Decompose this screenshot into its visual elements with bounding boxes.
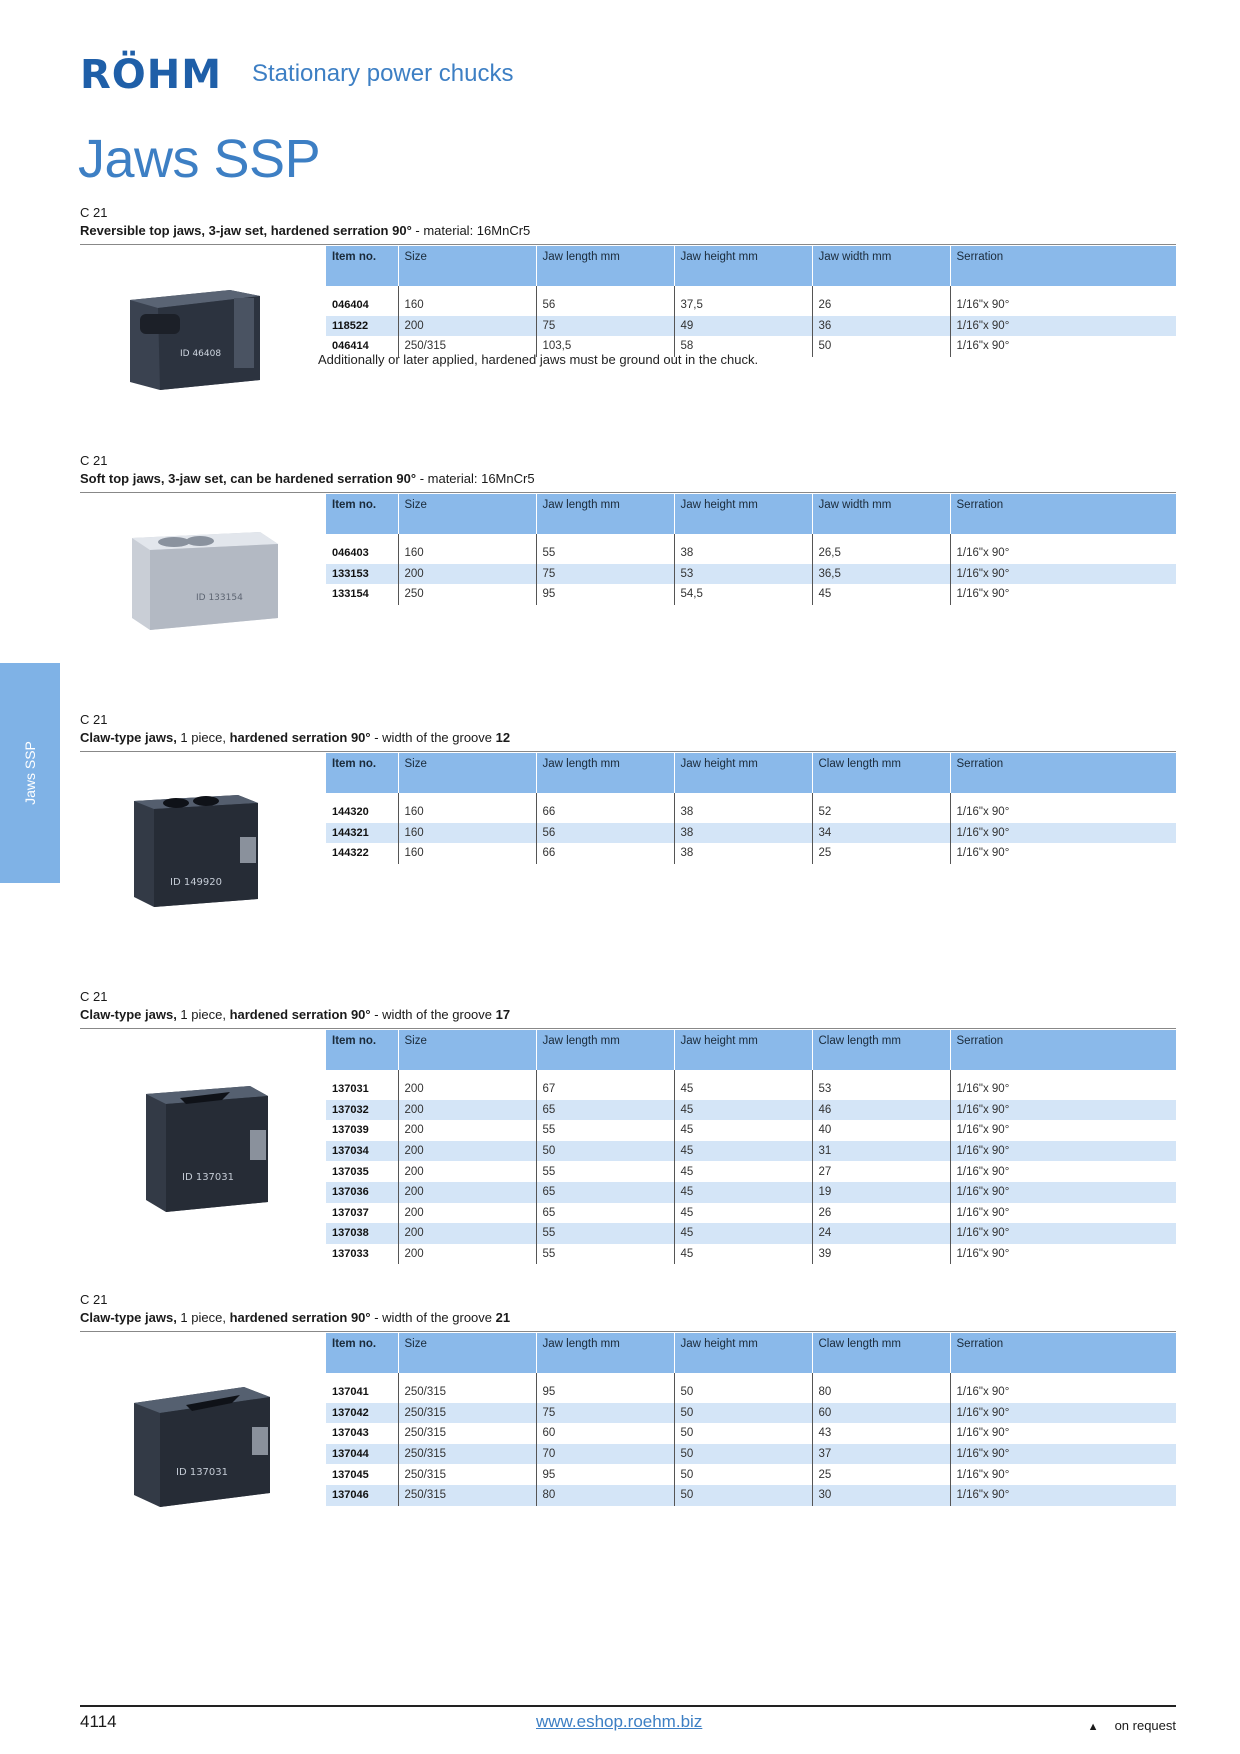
section-claw-jaws-groove-12: [80, 711, 1176, 888]
table-row: 137041 250/315 95 50 80 1/16"x 90°: [326, 1382, 1176, 1403]
table-row: 046403 160 55 38 26,5 1/16"x 90°: [326, 543, 1176, 564]
table-row: 137039 200 55 45 40 1/16"x 90°: [326, 1120, 1176, 1141]
section-code: C 21: [80, 1292, 108, 1307]
product-image-claw-jaw-12: [110, 781, 300, 911]
table-row: 133153 200 75 53 36,5 1/16"x 90°: [326, 564, 1176, 585]
table-row: 137044 250/315 70 50 37 1/16"x 90°: [326, 1444, 1176, 1465]
table-row: 046404 160 56 37,5 26 1/16"x 90°: [326, 295, 1176, 316]
table-row: 137033 200 55 45 39 1/16"x 90°: [326, 1244, 1176, 1265]
table-header-row: Item no. Size Jaw length mm Jaw height mm Claw length mm Serration: [326, 1333, 1176, 1373]
section-rule: [80, 244, 1176, 245]
section-claw-jaws-groove-17: [80, 988, 1176, 1261]
footer-rule: [80, 1705, 1176, 1707]
section-code: C 21: [80, 989, 108, 1004]
section-description: Claw-type jaws, 1 piece, hardened serration 90° - width of the groove 12: [80, 730, 511, 745]
spec-table-soft-jaws: [326, 494, 1176, 605]
product-image-claw-jaw-21: [110, 1369, 300, 1519]
eshop-link[interactable]: www.eshop.roehm.biz: [536, 1712, 703, 1731]
section-description: Soft top jaws, 3-jaw set, can be hardened serration 90° - material: 16MnCr5: [80, 471, 535, 486]
side-tab-jaws-ssp[interactable]: [0, 663, 60, 883]
table-row: 133154 250 95 54,5 45 1/16"x 90°: [326, 584, 1176, 605]
catalog-title: Stationary power chucks: [252, 60, 514, 87]
table-row: 137043 250/315 60 50 43 1/16"x 90°: [326, 1423, 1176, 1444]
table-row: 137037 200 65 45 26 1/16"x 90°: [326, 1203, 1176, 1224]
svg-text:ID 46408: ID 46408: [180, 349, 222, 359]
section-soft-top-jaws: [80, 452, 1176, 603]
section-rule: [80, 751, 1176, 752]
product-image-reversible-jaw: [110, 252, 300, 402]
product-image-claw-jaw-17: [110, 1070, 300, 1220]
table-row: 137046 250/315 80 50 30 1/16"x 90°: [326, 1485, 1176, 1506]
section-claw-jaws-groove-21: [80, 1291, 1176, 1502]
section-code: C 21: [80, 453, 108, 468]
roehm-logo: [80, 52, 223, 98]
table-row: 137038 200 55 45 24 1/16"x 90°: [326, 1223, 1176, 1244]
spec-table-claw-jaws-21: [326, 1333, 1176, 1506]
table-row: 137036 200 65 45 19 1/16"x 90°: [326, 1182, 1176, 1203]
section-code: C 21: [80, 205, 108, 220]
page-number: 4114: [80, 1712, 117, 1731]
table-row: 137042 250/315 75 50 60 1/16"x 90°: [326, 1403, 1176, 1424]
table-row: 137031 200 67 45 53 1/16"x 90°: [326, 1079, 1176, 1100]
table-row: 144322 160 66 38 25 1/16"x 90°: [326, 843, 1176, 864]
table-header-row: Item no. Size Jaw length mm Jaw height mm Jaw width mm Serration: [326, 494, 1176, 534]
svg-text:ID 133154: ID 133154: [196, 593, 243, 603]
section-reversible-top-jaws: [80, 204, 1176, 367]
table-row: 046414 250/315 103,5 58 50 1/16"x 90°: [326, 336, 1176, 357]
section-description: Claw-type jaws, 1 piece, hardened serration 90° - width of the groove 17: [80, 1007, 511, 1022]
page-title: Jaws SSP: [78, 129, 321, 189]
up-triangle-icon: ▲: [1087, 1721, 1099, 1733]
table-row: 118522 200 75 49 36 1/16"x 90°: [326, 316, 1176, 337]
svg-text:ID 149920: ID 149920: [170, 877, 223, 888]
section-description: Reversible top jaws, 3-jaw set, hardened serration 90° - material: 16MnCr5: [80, 223, 531, 238]
side-tab-label: Jaws SSP: [22, 741, 38, 805]
table-header-row: Item no. Size Jaw length mm Jaw height mm Jaw width mm Serration: [326, 246, 1176, 286]
svg-text:ID 137031: ID 137031: [176, 1467, 229, 1478]
table-header-row: Item no. Size Jaw length mm Jaw height mm Claw length mm Serration: [326, 1030, 1176, 1070]
table-row: 137035 200 55 45 27 1/16"x 90°: [326, 1161, 1176, 1182]
table-row: 137045 250/315 95 50 25 1/16"x 90°: [326, 1464, 1176, 1485]
table-header-row: Item no. Size Jaw length mm Jaw height mm Claw length mm Serration: [326, 753, 1176, 793]
spec-table-claw-jaws-17: [326, 1030, 1176, 1264]
section-code: C 21: [80, 712, 108, 727]
section-rule: [80, 1331, 1176, 1332]
logo-text: RÖHM: [80, 52, 223, 98]
table-row: 144321 160 56 38 34 1/16"x 90°: [326, 823, 1176, 844]
svg-text:ID 137031: ID 137031: [182, 1172, 235, 1183]
footer-legend: [1088, 1718, 1176, 1733]
table-row: 137032 200 65 45 46 1/16"x 90°: [326, 1100, 1176, 1121]
product-image-soft-jaw: [110, 526, 300, 636]
spec-table-reversible-jaws: [326, 246, 1176, 357]
section-description: Claw-type jaws, 1 piece, hardened serration 90° - width of the groove 21: [80, 1310, 511, 1325]
section-rule: [80, 1028, 1176, 1029]
spec-table-claw-jaws-12: [326, 753, 1176, 864]
table-row: 144320 160 66 38 52 1/16"x 90°: [326, 802, 1176, 823]
section-rule: [80, 492, 1176, 493]
table-row: 137034 200 50 45 31 1/16"x 90°: [326, 1141, 1176, 1162]
legend-text: on request: [1114, 1718, 1176, 1733]
section-note: Additionally or later applied, hardened jaws must be ground out in the chuck.: [318, 352, 759, 367]
